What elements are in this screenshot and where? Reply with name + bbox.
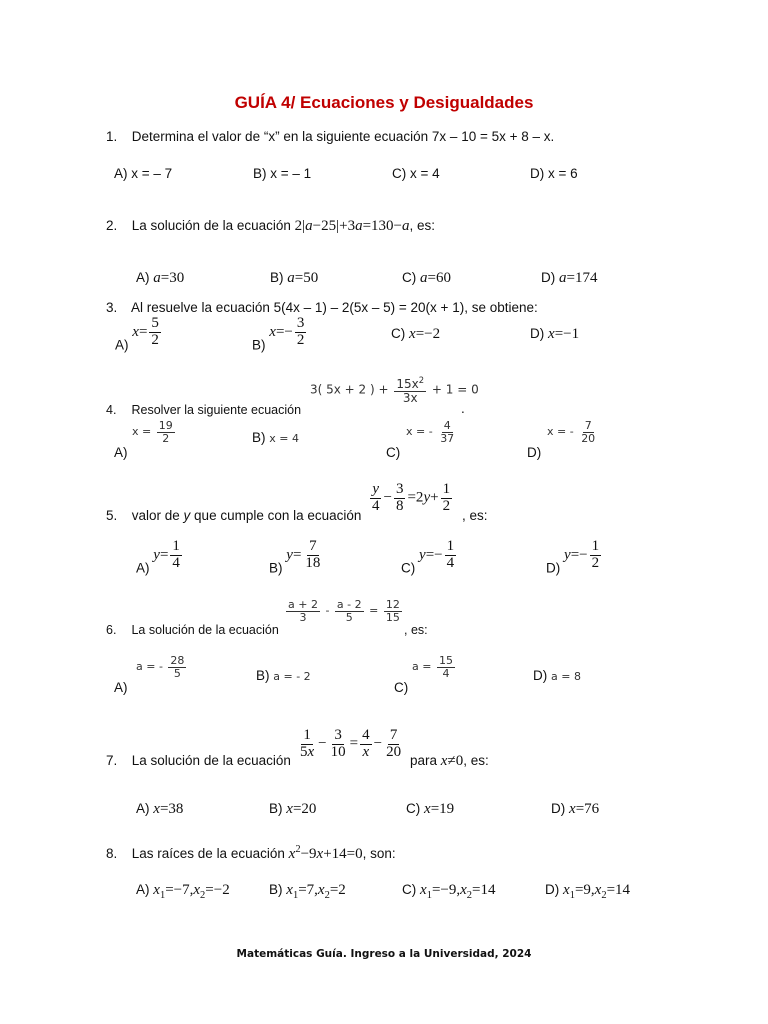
q5-tail: , es: bbox=[462, 508, 488, 523]
equation: 2|a−25|+3a=130−a bbox=[294, 218, 410, 234]
q1-option-a[interactable]: A) x = – 7 bbox=[114, 166, 173, 181]
question-number: 1. bbox=[106, 129, 118, 144]
option-label: B) bbox=[269, 882, 283, 897]
option-label: D) bbox=[551, 801, 566, 816]
question-number: 3. bbox=[106, 300, 118, 315]
q7-option-b[interactable]: B) x=20 bbox=[269, 801, 317, 817]
q6-option-b[interactable]: B) a = - 2 bbox=[256, 668, 311, 683]
question-tail: , son: bbox=[362, 846, 396, 861]
question-6 bbox=[106, 623, 279, 637]
option-label: A) bbox=[136, 560, 150, 576]
option-label: B) bbox=[252, 337, 266, 353]
option-label: D) bbox=[541, 270, 556, 285]
q5-option-a[interactable]: A) y= $\frac{1}{4}$ bbox=[136, 538, 180, 576]
option-label: A) bbox=[136, 801, 150, 816]
page-title: GUÍA 4/ Ecuaciones y Desigualdades bbox=[234, 93, 534, 112]
q3-option-d[interactable]: D) x=−1 bbox=[530, 326, 580, 342]
question-number: 5. bbox=[106, 508, 118, 523]
option-label: B) bbox=[269, 801, 283, 816]
q6-tail: , es: bbox=[404, 623, 428, 637]
q8-option-d[interactable]: D) $x_1=9,x_2=14$ bbox=[545, 882, 631, 901]
question-number: 4. bbox=[106, 403, 117, 417]
option-label: D) bbox=[545, 882, 560, 897]
q4-option-b[interactable]: B) x = 4 bbox=[252, 430, 299, 445]
q8-option-b[interactable]: B) $x_1=7,x_2=2$ bbox=[269, 882, 346, 901]
q2-option-c[interactable]: C) a=60 bbox=[402, 270, 451, 286]
option-label: A) bbox=[136, 270, 150, 285]
option-label: A) bbox=[114, 680, 128, 695]
question-tail: , es: bbox=[409, 218, 436, 233]
q4-tail: . bbox=[461, 401, 465, 416]
question-7 bbox=[106, 753, 291, 768]
option-label: C) bbox=[391, 326, 406, 341]
option-label: D) bbox=[533, 668, 548, 683]
question-5 bbox=[106, 508, 361, 523]
option-label: C) bbox=[402, 882, 417, 897]
question-text-pre: valor de bbox=[131, 508, 184, 523]
option-label: A) bbox=[114, 445, 128, 460]
option-label: D) bbox=[530, 326, 545, 341]
question-text: La solución de la ecuación bbox=[131, 623, 279, 637]
q8-option-c[interactable]: C) $x_1=-9,x_2=14$ bbox=[402, 882, 496, 901]
q2-option-b[interactable]: B) a=50 bbox=[270, 270, 319, 286]
q3-option-a[interactable]: A) x= $\frac{5}{2}$ bbox=[115, 315, 159, 353]
option-label: D) bbox=[546, 560, 561, 576]
question-number: 2. bbox=[106, 218, 118, 233]
condition: x≠0 bbox=[440, 753, 464, 769]
question-2 bbox=[106, 218, 435, 235]
option-label: B) bbox=[256, 668, 270, 683]
question-text: Determina el valor de “x” en la siguiente ecuación 7x – 10 = 5x + 8 – x. bbox=[131, 129, 555, 144]
question-8 bbox=[106, 844, 396, 863]
option-label: C) bbox=[402, 270, 417, 285]
option-label: C) bbox=[406, 801, 421, 816]
q2-option-d[interactable]: D) a=174 bbox=[541, 270, 598, 286]
question-3 bbox=[106, 300, 538, 315]
question-number: 7. bbox=[106, 753, 118, 768]
question-number: 6. bbox=[106, 623, 117, 637]
question-number: 8. bbox=[106, 846, 118, 861]
question-text: La solución de la ecuación bbox=[131, 218, 291, 233]
option-label: B) bbox=[252, 430, 266, 445]
option-label: D) bbox=[527, 445, 542, 460]
equation-q7: $\frac{1}{5x}$ − $\frac{3}{10}$ = $\frac{4}{x}$ − $\frac{7}{20}$ bbox=[300, 727, 402, 760]
option-label: B) bbox=[269, 560, 283, 576]
q7-option-d[interactable]: D) x=76 bbox=[551, 801, 600, 817]
q2-option-a[interactable]: A) a=30 bbox=[136, 270, 185, 286]
option-label: A) bbox=[136, 882, 150, 897]
option-label: B) bbox=[270, 270, 284, 285]
question-1 bbox=[106, 129, 554, 144]
question-variable: y bbox=[183, 508, 191, 523]
para-text: para bbox=[410, 753, 438, 768]
q6-option-d[interactable]: D) a = 8 bbox=[533, 668, 581, 683]
q3-option-c[interactable]: C) x=−2 bbox=[391, 326, 441, 342]
question-text: Al resuelve la ecuación 5(4x – 1) – 2(5x – 5) = 20(x + 1), se obtiene: bbox=[131, 300, 538, 315]
option-label: A) bbox=[115, 337, 129, 353]
equation-q4: 3( 5x + 2 ) + $\frac{15x^2}{3x}$ + 1 = 0 bbox=[310, 375, 479, 405]
q1-option-c[interactable]: C) x = 4 bbox=[392, 166, 440, 181]
q5-option-b[interactable]: B) y= $\frac{7}{18}$ bbox=[269, 538, 321, 576]
equation-q6: $\frac{a + 2}{3}$ - $\frac{a - 2}{5}$ = $\frac{12}{15}$ bbox=[288, 598, 400, 624]
q1-option-d[interactable]: D) x = 6 bbox=[530, 166, 578, 181]
q5-option-d[interactable]: D) y=− $\frac{1}{2}$ bbox=[546, 538, 600, 576]
q5-option-c[interactable]: C) y=− $\frac{1}{4}$ bbox=[401, 538, 455, 576]
question-text: Resolver la siguiente ecuación bbox=[131, 403, 302, 417]
q1-option-b[interactable]: B) x = – 1 bbox=[253, 166, 312, 181]
option-label: C) bbox=[386, 445, 401, 460]
option-label: C) bbox=[401, 560, 416, 576]
question-tail: , es: bbox=[463, 753, 489, 768]
option-label: C) bbox=[394, 680, 409, 695]
page-footer: Matemáticas Guía. Ingreso a la Universidad, 2024 bbox=[236, 948, 532, 960]
question-4 bbox=[106, 403, 301, 417]
q7-option-a[interactable]: A) x=38 bbox=[136, 801, 184, 817]
q3-option-b[interactable]: B) x=− $\frac{3}{2}$ bbox=[252, 315, 305, 353]
question-text: Las raíces de la ecuación bbox=[131, 846, 285, 861]
q7-mid bbox=[410, 753, 489, 770]
equation: $x^2-9x+14=0$ bbox=[288, 844, 363, 862]
q8-option-a[interactable]: A) $x_1=-7,x_2=-2$ bbox=[136, 882, 230, 901]
question-text-post: que cumple con la ecuación bbox=[190, 508, 362, 523]
q7-option-c[interactable]: C) x=19 bbox=[406, 801, 455, 817]
question-text: La solución de la ecuación bbox=[131, 753, 291, 768]
equation-q5: $\frac{y}{4}$ − $\frac{3}{8}$ =2y+ $\frac{1}{2}$ bbox=[372, 481, 451, 514]
